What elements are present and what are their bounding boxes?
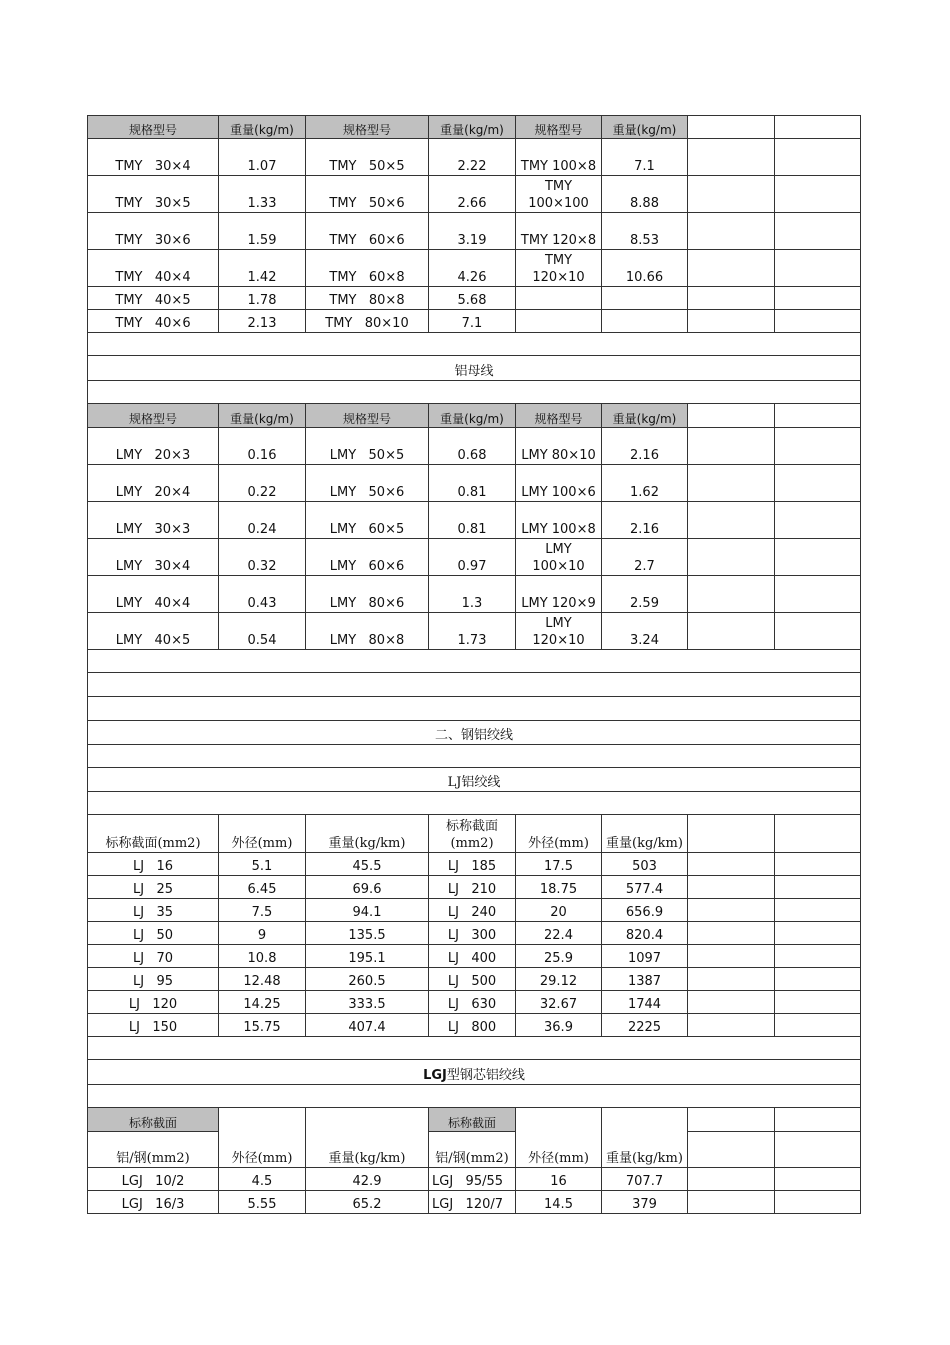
cell: LMY 100×6 (516, 465, 602, 502)
empty-cell (775, 613, 861, 650)
cell: 0.81 (429, 465, 516, 502)
empty-cell (688, 853, 775, 876)
table-row (88, 1191, 861, 1214)
cell: LMY 80×8 (306, 613, 429, 650)
table-row (88, 899, 861, 922)
cell: 407.4 (306, 1014, 429, 1037)
cell: 0.81 (429, 502, 516, 539)
cell: LJ 150 (88, 1014, 219, 1037)
cell: LMY 20×4 (88, 465, 219, 502)
cell: 0.43 (219, 576, 306, 613)
blank-row (88, 1085, 861, 1108)
empty-cell (775, 853, 861, 876)
cell: 1.33 (219, 176, 306, 213)
cell: 135.5 (306, 922, 429, 945)
header-cell: 规格型号 (516, 116, 602, 139)
cell: LMY 30×4 (88, 539, 219, 576)
header-cell: 铝/钢(mm2) (88, 1132, 219, 1168)
cell: 0.97 (429, 539, 516, 576)
aluminum-header-row (88, 404, 861, 428)
table-row (88, 991, 861, 1014)
empty-cell (688, 876, 775, 899)
section-title: 铝母线 (88, 356, 861, 381)
empty-cell (688, 287, 775, 310)
empty-cell (775, 1132, 861, 1168)
header-cell: 外径(mm) (219, 815, 306, 853)
cell: TMY 50×6 (306, 176, 429, 213)
empty-cell (775, 876, 861, 899)
lj-title-cn: 铝绞线 (461, 775, 501, 790)
cell: LJ 25 (88, 876, 219, 899)
cell: LGJ 95/55 (429, 1168, 516, 1191)
section-title: 二、钢铝绞线 (88, 721, 861, 745)
cell: LMY 100×10 (516, 539, 602, 576)
lgj-title-latin: LGJ (423, 1068, 447, 1083)
cell: LJ 16 (88, 853, 219, 876)
cell: 4.5 (219, 1168, 306, 1191)
header-cell: 重量(kg/km) (306, 1108, 429, 1168)
cell: 9 (219, 922, 306, 945)
cell: 17.5 (516, 853, 602, 876)
cell: 8.88 (602, 176, 688, 213)
cell: 10.66 (602, 250, 688, 287)
blank-row (88, 673, 861, 697)
cell: TMY 30×6 (88, 213, 219, 250)
cell: TMY 120×10 (516, 250, 602, 287)
cell: 7.1 (429, 310, 516, 333)
cell: 707.7 (602, 1168, 688, 1191)
empty-cell (688, 613, 775, 650)
cell: TMY 30×4 (88, 139, 219, 176)
cell: 3.19 (429, 213, 516, 250)
table-row (88, 876, 861, 899)
cell: 1.07 (219, 139, 306, 176)
cell: TMY 60×8 (306, 250, 429, 287)
empty-cell (775, 250, 861, 287)
cell: LMY 50×5 (306, 428, 429, 465)
cell: TMY 50×5 (306, 139, 429, 176)
cell: 45.5 (306, 853, 429, 876)
empty-cell (775, 310, 861, 333)
cell: LMY 120×10 (516, 613, 602, 650)
empty-cell (775, 287, 861, 310)
empty-cell (775, 815, 861, 853)
header-cell: 重量(kg/km) (602, 1108, 688, 1168)
table-row (88, 502, 861, 539)
header-cell: 标称截面 (429, 1108, 516, 1132)
empty-cell (688, 404, 775, 428)
cell: 16 (516, 1168, 602, 1191)
cell: 1.3 (429, 576, 516, 613)
empty-cell (775, 539, 861, 576)
cell: LGJ 10/2 (88, 1168, 219, 1191)
cell: 195.1 (306, 945, 429, 968)
cell: LMY 30×3 (88, 502, 219, 539)
empty-cell (775, 1108, 861, 1132)
cell: 2.16 (602, 502, 688, 539)
cell: TMY 40×6 (88, 310, 219, 333)
header-cell: 规格型号 (306, 116, 429, 139)
cell: 2.66 (429, 176, 516, 213)
cell: 0.68 (429, 428, 516, 465)
header-cell: 重量(kg/m) (219, 116, 306, 139)
table-row (88, 922, 861, 945)
cell: 2.7 (602, 539, 688, 576)
lgj-header-row-top (88, 1108, 861, 1132)
lgj-title (88, 1060, 861, 1085)
empty-cell (688, 176, 775, 213)
empty-cell (688, 428, 775, 465)
header-cell: 重量(kg/m) (602, 116, 688, 139)
empty-cell (775, 502, 861, 539)
empty-cell (775, 116, 861, 139)
cell: LJ 185 (429, 853, 516, 876)
cell: 15.75 (219, 1014, 306, 1037)
cell: 260.5 (306, 968, 429, 991)
cell: 0.32 (219, 539, 306, 576)
cell: LMY 120×9 (516, 576, 602, 613)
cell: 0.54 (219, 613, 306, 650)
header-cell: 标称截面(mm2) (429, 815, 516, 853)
cell (602, 287, 688, 310)
empty-cell (775, 213, 861, 250)
table-row (88, 1014, 861, 1037)
copper-header-row (88, 116, 861, 139)
cell: LJ 630 (429, 991, 516, 1014)
empty-cell (775, 1191, 861, 1214)
empty-cell (688, 502, 775, 539)
blank-row (88, 745, 861, 768)
cell: 5.1 (219, 853, 306, 876)
empty-cell (688, 116, 775, 139)
section-title-row (88, 356, 861, 381)
blank-row (88, 650, 861, 673)
cell: 36.9 (516, 1014, 602, 1037)
cell: LMY 40×5 (88, 613, 219, 650)
empty-cell (688, 1108, 775, 1132)
cell: 29.12 (516, 968, 602, 991)
empty-cell (688, 213, 775, 250)
empty-cell (775, 899, 861, 922)
header-cell: 规格型号 (88, 404, 219, 428)
cell: 22.4 (516, 922, 602, 945)
empty-cell (775, 968, 861, 991)
cell: 69.6 (306, 876, 429, 899)
cell: 42.9 (306, 1168, 429, 1191)
cell: LJ 95 (88, 968, 219, 991)
table-row (88, 287, 861, 310)
header-cell: 重量(kg/m) (219, 404, 306, 428)
header-cell: 外径(mm) (219, 1108, 306, 1168)
cell: 5.55 (219, 1191, 306, 1214)
lgj-title-cn: 型钢芯铝绞线 (446, 1068, 525, 1083)
table-row (88, 213, 861, 250)
table-row (88, 250, 861, 287)
header-cell: 标称截面(mm2) (88, 815, 219, 853)
header-cell: 规格型号 (306, 404, 429, 428)
lgj-header-row-bottom (88, 1132, 861, 1168)
cell: LMY 20×3 (88, 428, 219, 465)
empty-cell (688, 250, 775, 287)
table-row (88, 465, 861, 502)
table-row (88, 428, 861, 465)
header-cell: 铝/钢(mm2) (429, 1132, 516, 1168)
cell: LMY 60×6 (306, 539, 429, 576)
header-cell: 重量(kg/m) (602, 404, 688, 428)
empty-cell (775, 1168, 861, 1191)
cell: LMY 80×6 (306, 576, 429, 613)
blank-row (88, 792, 861, 815)
header-cell: 外径(mm) (516, 1108, 602, 1168)
cell: 8.53 (602, 213, 688, 250)
empty-cell (688, 991, 775, 1014)
cell: 6.45 (219, 876, 306, 899)
cell: LJ 35 (88, 899, 219, 922)
cell: 1.59 (219, 213, 306, 250)
cell: 1097 (602, 945, 688, 968)
cell: LJ 800 (429, 1014, 516, 1037)
cell: 1.62 (602, 465, 688, 502)
cell: LMY 100×8 (516, 502, 602, 539)
cell: 20 (516, 899, 602, 922)
cell: LJ 70 (88, 945, 219, 968)
cell: LJ 50 (88, 922, 219, 945)
cell: TMY 120×8 (516, 213, 602, 250)
empty-cell (775, 465, 861, 502)
cell: 2.16 (602, 428, 688, 465)
empty-cell (775, 176, 861, 213)
header-cell: 重量(kg/m) (429, 116, 516, 139)
header-cell: 规格型号 (88, 116, 219, 139)
cell: LGJ 120/7 (429, 1191, 516, 1214)
lj-title-latin: LJ (447, 775, 462, 790)
empty-cell (688, 576, 775, 613)
blank-row (88, 381, 861, 404)
cell: 2225 (602, 1014, 688, 1037)
header-cell: 规格型号 (516, 404, 602, 428)
cell: 503 (602, 853, 688, 876)
cell: LMY 40×4 (88, 576, 219, 613)
cell: 1.73 (429, 613, 516, 650)
cell (516, 287, 602, 310)
header-cell: 外径(mm) (516, 815, 602, 853)
cell: TMY 40×5 (88, 287, 219, 310)
empty-cell (775, 428, 861, 465)
empty-cell (688, 899, 775, 922)
cell: TMY 30×5 (88, 176, 219, 213)
cell: LJ 500 (429, 968, 516, 991)
lj-header-row (88, 815, 861, 853)
empty-cell (688, 465, 775, 502)
cell: 94.1 (306, 899, 429, 922)
cell: 656.9 (602, 899, 688, 922)
empty-cell (688, 945, 775, 968)
cell: LJ 400 (429, 945, 516, 968)
cell: LMY 50×6 (306, 465, 429, 502)
table-row (88, 310, 861, 333)
table-row (88, 1168, 861, 1191)
empty-cell (775, 139, 861, 176)
empty-cell (688, 1168, 775, 1191)
cell: LMY 80×10 (516, 428, 602, 465)
cell: 7.5 (219, 899, 306, 922)
cell: 18.75 (516, 876, 602, 899)
cell: LJ 120 (88, 991, 219, 1014)
table-row (88, 576, 861, 613)
cell: 1387 (602, 968, 688, 991)
cell: LJ 210 (429, 876, 516, 899)
cell: 32.67 (516, 991, 602, 1014)
cell: 12.48 (219, 968, 306, 991)
empty-cell (688, 1132, 775, 1168)
empty-cell (775, 576, 861, 613)
cell: 0.24 (219, 502, 306, 539)
empty-cell (688, 968, 775, 991)
empty-cell (688, 1191, 775, 1214)
cell: 14.5 (516, 1191, 602, 1214)
table-row (88, 539, 861, 576)
cell: LJ 300 (429, 922, 516, 945)
cell: 0.22 (219, 465, 306, 502)
table-row (88, 176, 861, 213)
cell: 4.26 (429, 250, 516, 287)
cell (602, 310, 688, 333)
blank-row (88, 1037, 861, 1060)
lj-title (88, 768, 861, 792)
empty-cell (688, 310, 775, 333)
empty-cell (775, 1014, 861, 1037)
header-cell: 标称截面 (88, 1108, 219, 1132)
cell: 14.25 (219, 991, 306, 1014)
cell: 2.22 (429, 139, 516, 176)
table-row (88, 968, 861, 991)
header-cell: 重量(kg/km) (306, 815, 429, 853)
empty-cell (775, 991, 861, 1014)
cell (516, 310, 602, 333)
cell: TMY 60×6 (306, 213, 429, 250)
cell: 65.2 (306, 1191, 429, 1214)
cell: LMY 60×5 (306, 502, 429, 539)
cell: 3.24 (602, 613, 688, 650)
empty-cell (688, 1014, 775, 1037)
table-row (88, 853, 861, 876)
blank-row (88, 333, 861, 356)
cell: 2.13 (219, 310, 306, 333)
section-title-row (88, 721, 861, 745)
cell: 1.42 (219, 250, 306, 287)
cell: 577.4 (602, 876, 688, 899)
table-row (88, 139, 861, 176)
cell: TMY 40×4 (88, 250, 219, 287)
cell: 2.59 (602, 576, 688, 613)
header-cell: 重量(kg/m) (429, 404, 516, 428)
cell: 820.4 (602, 922, 688, 945)
cell: TMY 80×8 (306, 287, 429, 310)
cell: 5.68 (429, 287, 516, 310)
cell: TMY 100×8 (516, 139, 602, 176)
cell: 7.1 (602, 139, 688, 176)
empty-cell (775, 922, 861, 945)
cell: 25.9 (516, 945, 602, 968)
blank-row (88, 697, 861, 721)
empty-cell (688, 815, 775, 853)
section-title-row (88, 768, 861, 792)
empty-cell (775, 404, 861, 428)
cell: TMY 100×100 (516, 176, 602, 213)
cell: LGJ 16/3 (88, 1191, 219, 1214)
empty-cell (775, 945, 861, 968)
cell: TMY 80×10 (306, 310, 429, 333)
cell: 0.16 (219, 428, 306, 465)
table-row (88, 613, 861, 650)
empty-cell (688, 139, 775, 176)
cell: 379 (602, 1191, 688, 1214)
cell: 333.5 (306, 991, 429, 1014)
header-cell: 重量(kg/km) (602, 815, 688, 853)
cell: 1.78 (219, 287, 306, 310)
empty-cell (688, 922, 775, 945)
table-row (88, 945, 861, 968)
section-title-row (88, 1060, 861, 1085)
empty-cell (688, 539, 775, 576)
cell: LJ 240 (429, 899, 516, 922)
cell: 10.8 (219, 945, 306, 968)
spreadsheet (87, 115, 861, 1214)
cell: 1744 (602, 991, 688, 1014)
